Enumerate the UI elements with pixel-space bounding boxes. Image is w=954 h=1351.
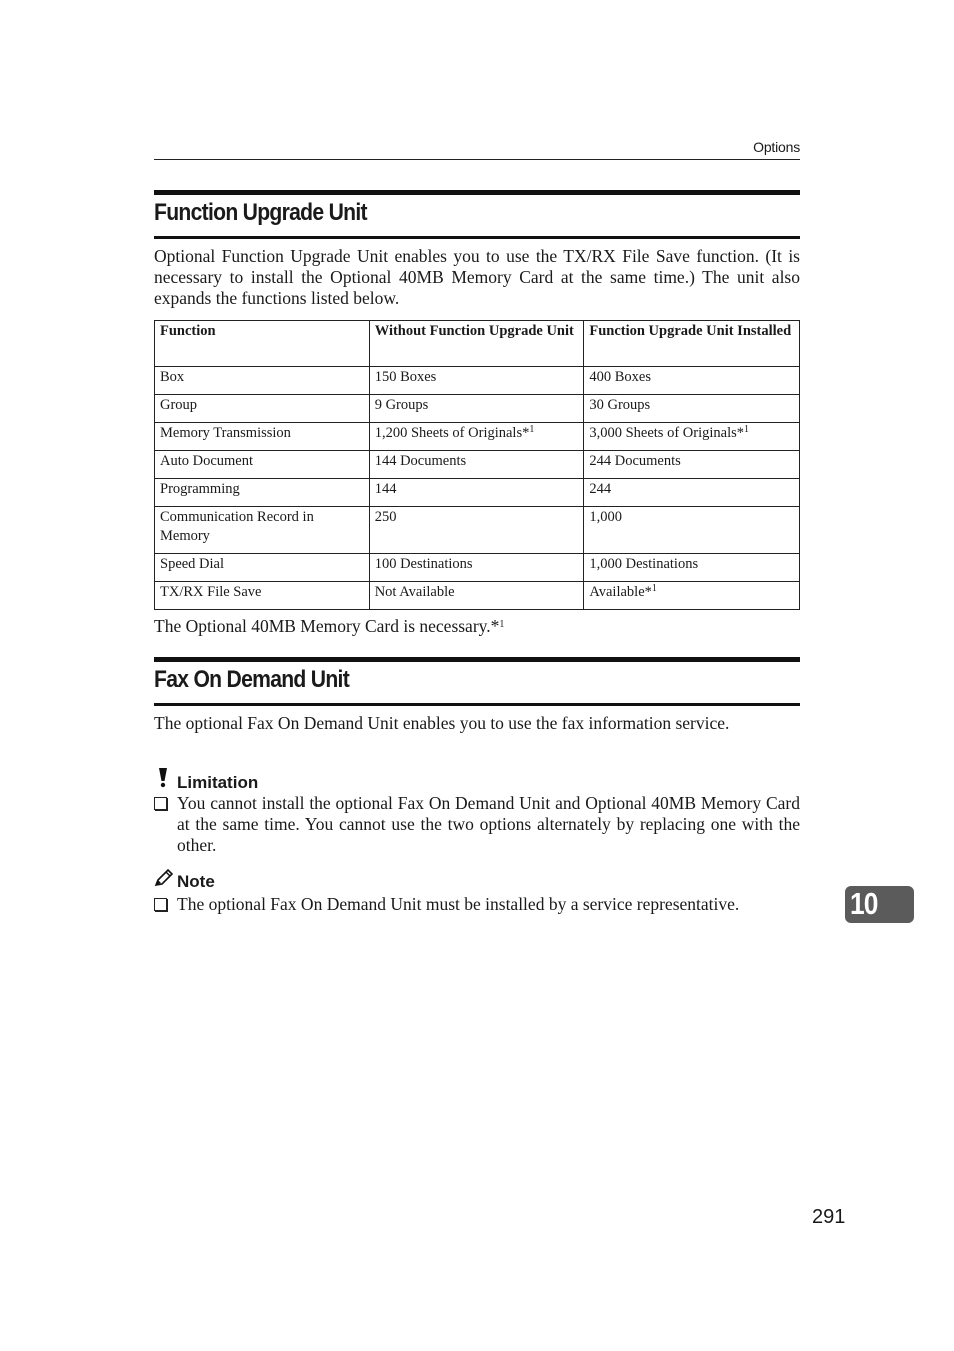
- cell-text: 3,000 Sheets of Originals*: [589, 425, 744, 441]
- table-header-row: [155, 321, 800, 367]
- running-head-title: Options: [753, 139, 800, 155]
- table-cell-function: Auto Document: [155, 451, 370, 479]
- limitation-heading-text: Limitation: [177, 773, 259, 792]
- table-row: [155, 554, 800, 582]
- cell-text: 1,200 Sheets of Originals*: [374, 425, 530, 441]
- section1-intro: Optional Function Upgrade Unit enables you to use the TX/RX File Save function. (It is necessary to install the Optional 40MB Memory Card at the same time.) The unit also expands the functions listed below.: [154, 246, 800, 308]
- table-header-cell: Function: [155, 321, 370, 367]
- table-cell-with: 1,000 Destinations: [584, 554, 800, 582]
- table-cell-with: 400 Boxes: [584, 367, 800, 395]
- table-row: [155, 507, 800, 554]
- exclamation-icon: [154, 768, 172, 793]
- checkbox-bullet-icon: [154, 797, 167, 810]
- limitation-item: [154, 793, 800, 856]
- footnote-ref: 1: [651, 583, 657, 594]
- table-cell-without: 250: [369, 507, 584, 554]
- table-cell-function: Speed Dial: [155, 554, 370, 582]
- chapter-number: 10: [850, 886, 878, 921]
- table-footnote: [154, 616, 800, 637]
- cell-text: Available*: [589, 584, 652, 600]
- section-rule-bottom: [154, 236, 800, 239]
- section2-intro: The optional Fax On Demand Unit enables you to use the fax information service.: [154, 713, 730, 733]
- table-header-cell: Without Function Upgrade Unit: [369, 321, 584, 367]
- table-cell-function: Group: [155, 395, 370, 423]
- table-cell-function: Communication Record in Memory: [155, 507, 370, 554]
- table-cell-without: 150 Boxes: [369, 367, 584, 395]
- table-row: [155, 479, 800, 507]
- limitation-heading: [154, 768, 258, 793]
- function-comparison-table: [154, 320, 800, 610]
- section-title-fax-on-demand: Fax On Demand Unit: [154, 666, 350, 693]
- table-cell-function: TX/RX File Save: [155, 582, 370, 610]
- footnote-ref: 1: [744, 424, 749, 435]
- chapter-tab: [845, 886, 914, 923]
- table-cell-without: [369, 423, 584, 451]
- table-cell-without: 9 Groups: [369, 395, 584, 423]
- table-row: [155, 423, 800, 451]
- page-number: 291: [812, 1206, 846, 1228]
- table-cell-without: Not Available: [369, 582, 584, 610]
- table-cell-with: 244 Documents: [584, 451, 800, 479]
- table-row: [155, 582, 800, 610]
- table-cell-with: 1,000: [584, 507, 800, 554]
- pencil-icon: [154, 869, 172, 892]
- table-cell-function: Memory Transmission: [155, 423, 370, 451]
- table-row: [155, 395, 800, 423]
- limitation-item-text: You cannot install the optional Fax On Demand Unit and Optional 40MB Memory Card at the same time. You cannot use the two options alternately by replacing one with the other.: [177, 793, 800, 855]
- section-rule-top: [154, 190, 800, 195]
- running-header: [154, 137, 800, 160]
- table-row: [155, 367, 800, 395]
- table-cell-without: 144: [369, 479, 584, 507]
- note-item-text: The optional Fax On Demand Unit must be installed by a service representative.: [177, 894, 740, 914]
- section-rule-top: [154, 657, 800, 662]
- note-item: [154, 894, 800, 915]
- table-header-cell: Function Upgrade Unit Installed: [584, 321, 800, 367]
- table-cell-with: [584, 582, 800, 610]
- section-rule-bottom: [154, 703, 800, 706]
- table-cell-with: [584, 423, 800, 451]
- note-heading: [154, 869, 215, 892]
- checkbox-bullet-icon: [154, 898, 167, 911]
- section-title-function-upgrade: Function Upgrade Unit: [154, 199, 367, 226]
- table-cell-with: 30 Groups: [584, 395, 800, 423]
- footnote-text: The Optional 40MB Memory Card is necessary.*: [154, 616, 500, 636]
- table-cell-function: Box: [155, 367, 370, 395]
- table-cell-without: 100 Destinations: [369, 554, 584, 582]
- note-heading-text: Note: [177, 872, 215, 891]
- table-cell-function: Programming: [155, 479, 370, 507]
- table-cell-without: 144 Documents: [369, 451, 584, 479]
- table-row: [155, 451, 800, 479]
- footnote-ref: 1: [529, 424, 535, 435]
- footnote-ref: 1: [499, 619, 505, 630]
- table-cell-with: 244: [584, 479, 800, 507]
